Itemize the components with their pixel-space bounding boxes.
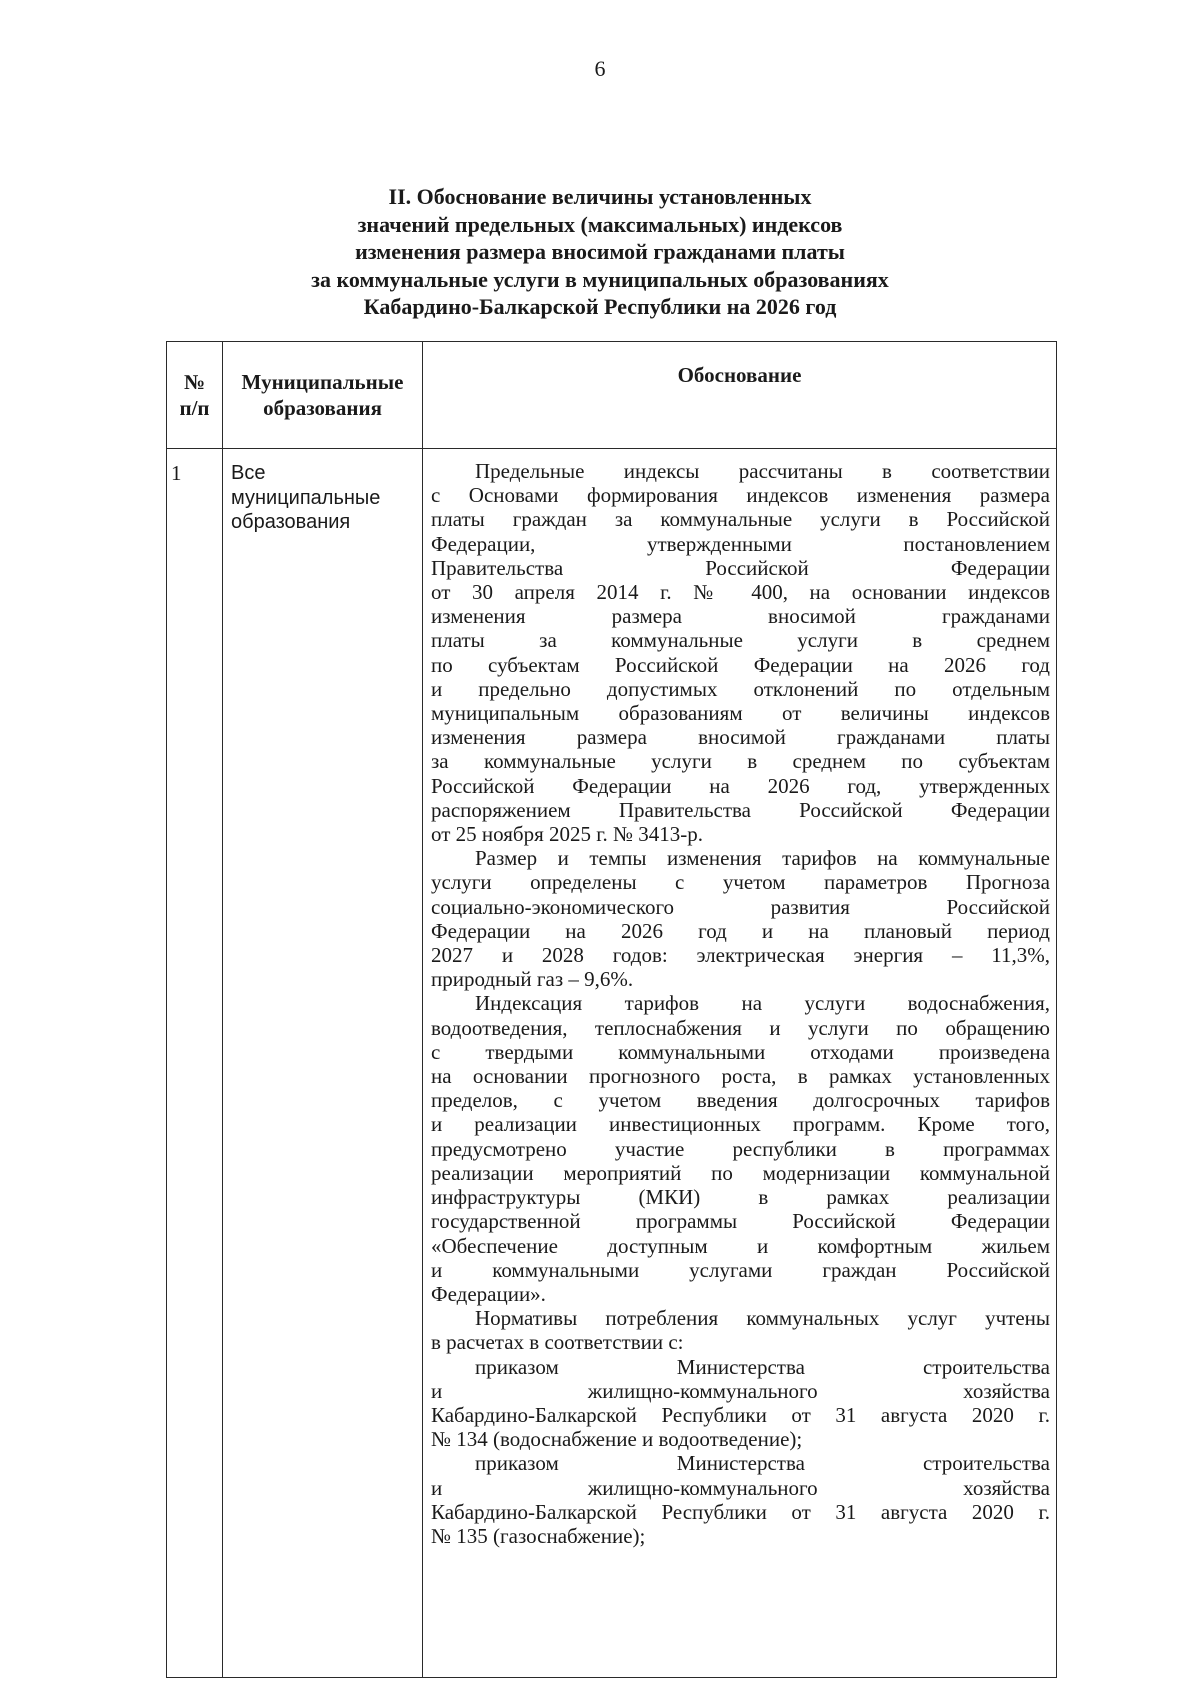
- justification-table: [166, 341, 1057, 1678]
- basis-line: Индексация тарифов на услуги водоснабжения,: [475, 991, 1050, 1016]
- basis-line: Кабардино-Балкарской Республики от 31 августа 2020 г.: [431, 1499, 1050, 1524]
- table-row: [167, 449, 1057, 1678]
- basis-line: предусмотрено участие республики в программах: [431, 1136, 1050, 1161]
- basis-line: услуги определены с учетом параметров Прогноза: [431, 870, 1050, 895]
- basis-line: Правительства Российской Федерации: [431, 555, 1050, 580]
- basis-line: водоотведения, теплоснабжения и услуги по обращению: [431, 1015, 1050, 1040]
- basis-line: № 135 (газоснабжение);: [431, 1523, 646, 1548]
- basis-line: на основании прогнозного роста, в рамках установленных: [431, 1064, 1050, 1089]
- basis-line: социально-экономического развития Российской: [431, 894, 1050, 919]
- basis-line: в расчетах в соответствии с:: [431, 1330, 684, 1355]
- header-municipality-line: Муниципальные: [241, 370, 404, 394]
- basis-line: Предельные индексы рассчитаны в соответствии: [475, 459, 1050, 483]
- basis-line: по субъектам Российской Федерации на 2026 год: [431, 652, 1050, 677]
- basis-line: и жилищно-коммунального хозяйства: [431, 1378, 1050, 1403]
- basis-line: от 25 ноября 2025 г. № 3413-р.: [431, 822, 704, 847]
- header-municipality-line: образования: [263, 396, 382, 420]
- basis-line: пределов, с учетом введения долгосрочных тарифов: [431, 1088, 1050, 1113]
- header-number-line: №: [183, 370, 206, 394]
- basis-line: государственной программы Российской Федерации: [431, 1209, 1050, 1234]
- basis-line: Федерации, утвержденными постановлением: [431, 531, 1050, 556]
- basis-line: и реализации инвестиционных программ. Кроме того,: [431, 1112, 1050, 1137]
- basis-line: Российской Федерации на 2026 год, утвержденных: [431, 773, 1050, 798]
- header-basis: Обоснование: [423, 342, 1057, 449]
- header-municipality: [223, 342, 423, 449]
- header-number-line: п/п: [179, 396, 210, 420]
- header-number: [167, 342, 223, 449]
- basis-line: муниципальным образованиям от величины индексов: [431, 701, 1050, 726]
- basis-line: природный газ – 9,6%.: [431, 967, 634, 992]
- basis-line: Нормативы потребления коммунальных услуг учтены: [475, 1306, 1050, 1331]
- basis-line: распоряжением Правительства Российской Федерации: [431, 797, 1050, 822]
- basis-line: «Обеспечение доступным и комфортным жильем: [431, 1233, 1050, 1258]
- municipality-line: образования: [231, 511, 351, 533]
- basis-line: приказом Министерства строительства: [475, 1451, 1050, 1476]
- section-title: [0, 183, 1200, 321]
- municipality-line: Все: [231, 462, 266, 484]
- basis-line: платы за коммунальные услуги в среднем: [431, 628, 1050, 653]
- basis-line: Федерации».: [431, 1281, 546, 1306]
- basis-line: с Основами формирования индексов изменения размера: [431, 483, 1050, 508]
- basis-line: Федерации на 2026 год и на плановый период: [431, 918, 1050, 943]
- title-line: Кабардино-Балкарской Республики на 2026 год: [363, 294, 837, 319]
- basis-line: № 134 (водоснабжение и водоотведение);: [431, 1427, 803, 1452]
- title-line: изменения размера вносимой гражданами платы: [355, 239, 845, 264]
- title-line: значений предельных (максимальных) индексов: [357, 211, 843, 237]
- basis-line: инфраструктуры (МКИ) в рамках реализации: [431, 1185, 1050, 1210]
- basis-line: Кабардино-Балкарской Республики от 31 августа 2020 г.: [431, 1402, 1050, 1427]
- table-header-row: [167, 342, 1057, 449]
- row-municipality: [223, 449, 423, 1678]
- basis-line: за коммунальные услуги в среднем по субъектам: [431, 749, 1050, 774]
- title-line: за коммунальные услуги в муниципальных образованиях: [311, 266, 889, 292]
- basis-line: с твердыми коммунальными отходами произведена: [431, 1039, 1050, 1064]
- basis-line: изменения размера вносимой гражданами: [431, 604, 1050, 629]
- basis-line: 2027 и 2028 годов: электрическая энергия – 11,3%,: [431, 943, 1050, 968]
- row-basis: [423, 449, 1057, 1678]
- basis-line: изменения размера вносимой гражданами платы: [431, 725, 1050, 750]
- municipality-line: муниципальные: [231, 486, 381, 509]
- basis-line: и предельно допустимых отклонений по отдельным: [431, 676, 1050, 701]
- basis-line: Размер и темпы изменения тарифов на коммунальные: [475, 846, 1050, 871]
- basis-line: реализации мероприятий по модернизации коммунальной: [431, 1160, 1050, 1185]
- title-line: II. Обоснование величины установленных: [388, 184, 812, 209]
- basis-line: от 30 апреля 2014 г. № 400, на основании индексов: [431, 580, 1050, 605]
- page-number: 6: [594, 56, 606, 81]
- basis-line: и коммунальными услугами граждан Российской: [431, 1257, 1050, 1282]
- basis-line: платы граждан за коммунальные услуги в Российской: [431, 507, 1050, 532]
- basis-line: и жилищно-коммунального хозяйства: [431, 1475, 1050, 1500]
- row-number: 1: [167, 449, 223, 1678]
- basis-line: приказом Министерства строительства: [475, 1354, 1050, 1379]
